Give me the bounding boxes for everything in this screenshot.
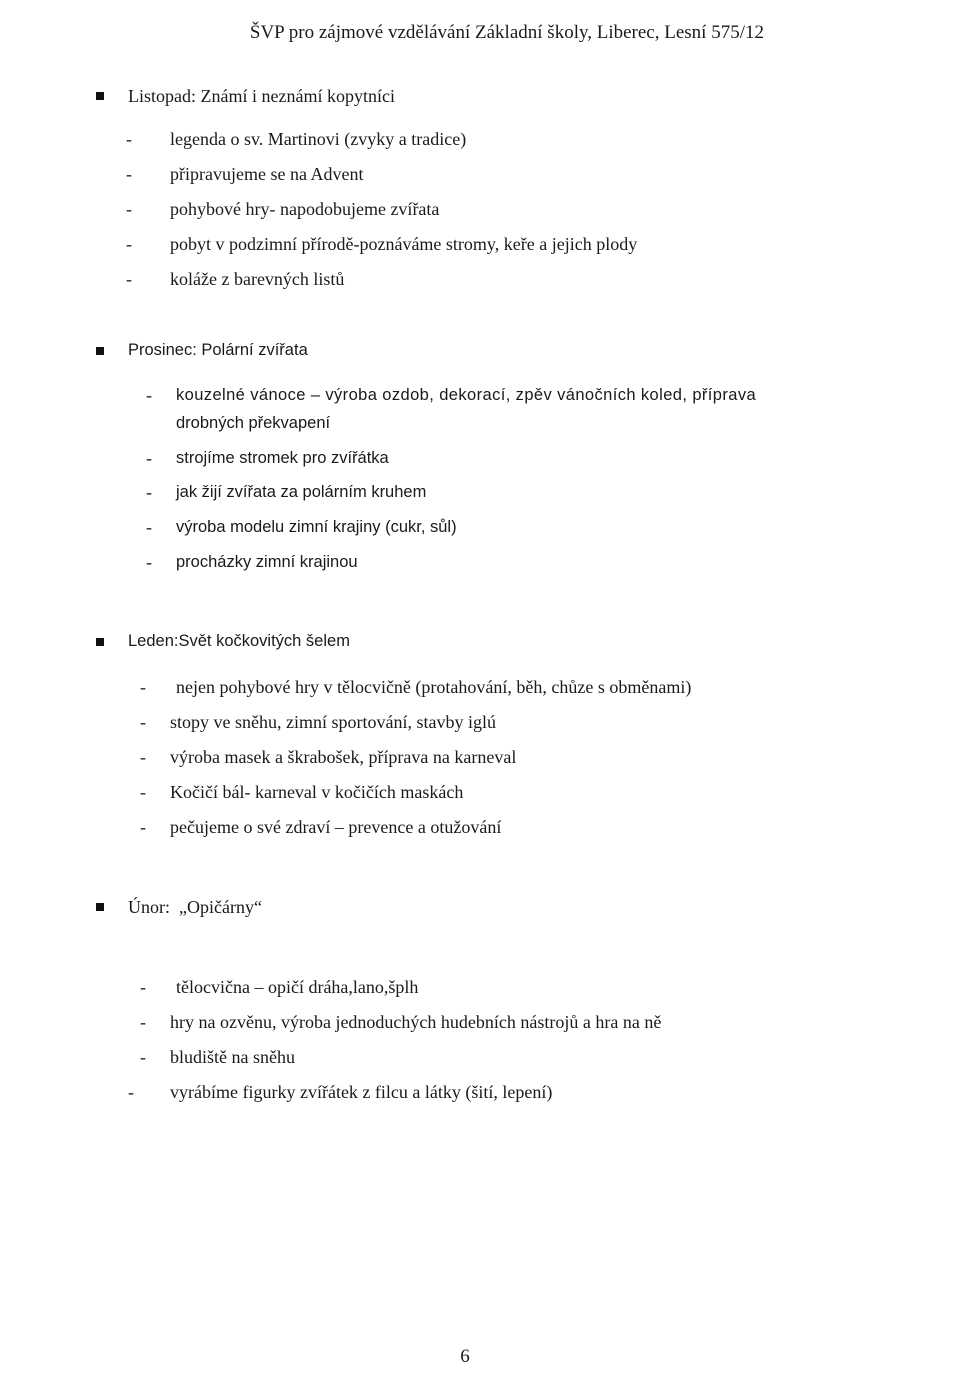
list-item: pohybové hry- napodobujeme zvířata xyxy=(170,199,440,219)
list-item: stopy ve sněhu, zimní sportování, stavby iglú xyxy=(170,712,496,732)
dash-marker: - xyxy=(146,385,152,405)
list-item: připravujeme se na Advent xyxy=(170,164,364,184)
list-item: procházky zimní krajinou xyxy=(176,553,358,571)
dash-marker: - xyxy=(126,199,132,219)
section-heading: Leden:Svět kočkovitých šelem xyxy=(128,632,350,650)
dash-marker: - xyxy=(126,164,132,184)
list-item: pobyt v podzimní přírodě-poznáváme stromy, keře a jejich plody xyxy=(170,234,638,254)
section-heading: Prosinec: Polární zvířata xyxy=(128,341,308,359)
list-item: tělocvična – opičí dráha,lano,šplh xyxy=(176,977,419,997)
dash-marker: - xyxy=(140,712,146,732)
list-item: výroba masek a škrabošek, příprava na karneval xyxy=(170,747,517,767)
list-item: vyrábíme figurky zvířátek z filcu a látky (šití, lepení) xyxy=(170,1082,553,1102)
list-item: hry na ozvěnu, výroba jednoduchých hudebních nástrojů a hra na ně xyxy=(170,1012,662,1032)
dash-marker: - xyxy=(146,517,152,537)
dash-marker: - xyxy=(140,817,146,837)
dash-marker: - xyxy=(140,677,146,697)
list-item: nejen pohybové hry v tělocvičně (protahování, běh, chůze s obměnami) xyxy=(176,677,692,697)
list-item: pečujeme o své zdraví – prevence a otužování xyxy=(170,817,502,837)
dash-marker: - xyxy=(146,448,152,468)
list-item: legenda o sv. Martinovi (zvyky a tradice) xyxy=(170,129,467,149)
square-bullet-icon xyxy=(96,347,104,355)
dash-marker: - xyxy=(146,552,152,572)
list-item: výroba modelu zimní krajiny (cukr, sůl) xyxy=(176,518,457,536)
page-number: 6 xyxy=(460,1346,470,1367)
dash-marker: - xyxy=(128,1082,134,1102)
square-bullet-icon xyxy=(96,92,104,100)
dash-marker: - xyxy=(140,1012,146,1032)
square-bullet-icon xyxy=(96,638,104,646)
list-item-continuation: drobných překvapení xyxy=(176,414,331,432)
list-item: bludiště na sněhu xyxy=(170,1047,295,1067)
dash-marker: - xyxy=(140,782,146,802)
square-bullet-icon xyxy=(96,903,104,911)
list-item: koláže z barevných listů xyxy=(170,269,345,289)
section-heading: Únor: „Opičárny“ xyxy=(128,897,262,917)
dash-marker: - xyxy=(146,482,152,502)
dash-marker: - xyxy=(126,129,132,149)
list-item: jak žijí zvířata za polárním kruhem xyxy=(176,483,427,501)
document-header: ŠVP pro zájmové vzdělávání Základní školy, Liberec, Lesní 575/12 xyxy=(249,22,764,43)
dash-marker: - xyxy=(140,1047,146,1067)
dash-marker: - xyxy=(140,747,146,767)
dash-marker: - xyxy=(126,269,132,289)
list-item: strojíme stromek pro zvířátka xyxy=(176,449,389,467)
section-heading: Listopad: Známí i neznámí kopytníci xyxy=(128,86,395,106)
dash-marker: - xyxy=(126,234,132,254)
dash-marker: - xyxy=(140,977,146,997)
list-item: Kočičí bál- karneval v kočičích maskách xyxy=(170,782,464,802)
list-item: kouzelné vánoce – výroba ozdob, dekorací, zpěv vánočních koled, příprava xyxy=(176,386,757,404)
